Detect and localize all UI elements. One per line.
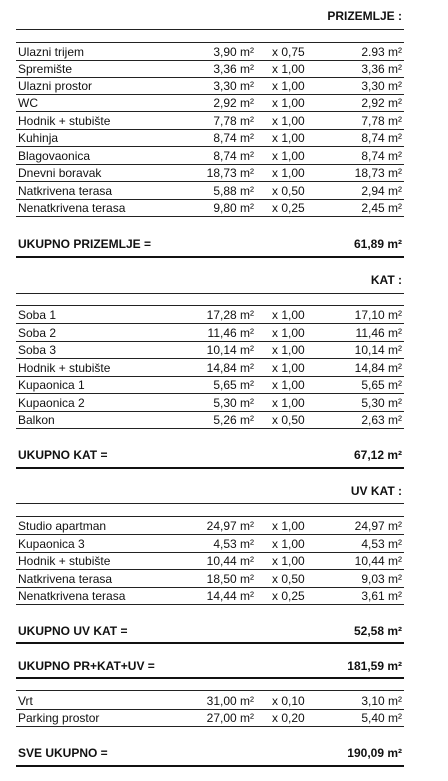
room-name: Nenatkrivena terasa (18, 589, 126, 603)
room-total: 3,61 m² (361, 589, 402, 603)
room-coefficient: x 0,10 (272, 694, 305, 708)
room-total: 2,63 m² (361, 413, 402, 427)
room-name: Nenatkrivena terasa (18, 201, 126, 215)
room-area: 18,73 m² (206, 166, 254, 180)
room-name: Kupaonica 1 (18, 378, 85, 392)
room-total: 11,46 m² (355, 326, 402, 340)
section-total-value: 52,58 m² (353, 624, 402, 638)
room-name: Hodnik + stubište (18, 114, 111, 128)
divider (16, 305, 404, 306)
room-area: 4,53 m² (213, 537, 254, 551)
room-area: 7,78 m² (213, 114, 254, 128)
divider (16, 29, 404, 30)
room-total: 9,03 m² (361, 572, 402, 586)
section-label-prizemlje: PRIZEMLJE : (327, 9, 402, 23)
table-row (16, 536, 404, 553)
divider (16, 503, 404, 504)
room-area: 5,65 m² (213, 378, 254, 392)
divider (16, 293, 404, 294)
section-total-value: 61,89 m² (353, 237, 402, 251)
section-total-row (16, 447, 404, 463)
divider (16, 642, 404, 644)
room-total: 24,97 m² (354, 519, 402, 533)
room-total: 5,30 m² (361, 396, 402, 410)
table-row (16, 130, 404, 147)
grand-total-row (16, 658, 404, 674)
table-row (16, 360, 404, 377)
divider (16, 765, 404, 767)
room-area: 10,44 m² (206, 554, 254, 568)
room-coefficient: x 1,00 (272, 343, 305, 357)
table-row (16, 693, 404, 710)
room-area: 8,74 m² (213, 131, 254, 145)
room-coefficient: x 1,00 (272, 361, 305, 375)
room-coefficient: x 1,00 (272, 114, 305, 128)
room-name: Spremište (18, 62, 73, 76)
grand-total-value: 181,59 m² (347, 659, 402, 673)
table-row (16, 518, 404, 535)
section-total-row (16, 623, 404, 639)
room-name: Natkrivena terasa (18, 184, 113, 198)
room-area: 8,74 m² (213, 149, 254, 163)
table-row (16, 377, 404, 394)
room-area: 27,00 m² (206, 711, 254, 725)
room-name: Kupaonica 3 (18, 537, 85, 551)
divider (16, 256, 404, 258)
room-area: 3,30 m² (213, 79, 254, 93)
room-total: 10,44 m² (354, 554, 402, 568)
room-name: Hodnik + stubište (18, 554, 111, 568)
grand-total-label: UKUPNO PR+KAT+UV = (18, 659, 155, 673)
room-coefficient: x 0,25 (272, 589, 305, 603)
room-total: 4,53 m² (361, 537, 402, 551)
room-total: 2,92 m² (361, 96, 402, 110)
room-total: 8,74 m² (361, 149, 402, 163)
room-coefficient: x 0,75 (272, 45, 305, 59)
room-total: 3,36 m² (361, 62, 402, 76)
room-coefficient: x 0,50 (272, 184, 305, 198)
room-total: 17,10 m² (354, 308, 402, 322)
room-name: Kupaonica 2 (18, 396, 85, 410)
room-total: 10,14 m² (354, 343, 402, 357)
table-row (16, 165, 404, 182)
divider (16, 516, 404, 517)
table-row (16, 78, 404, 95)
room-total: 18,73 m² (354, 166, 402, 180)
table-row (16, 95, 404, 112)
room-name: Ulazni trijem (18, 45, 85, 59)
room-coefficient: x 1,00 (272, 519, 305, 533)
room-name: Soba 1 (18, 308, 57, 322)
final-total-row (16, 745, 404, 761)
divider (16, 42, 404, 43)
room-area: 9,80 m² (213, 201, 254, 215)
room-coefficient: x 1,00 (272, 166, 305, 180)
room-total: 3,30 m² (361, 79, 402, 93)
room-coefficient: x 1,00 (272, 149, 305, 163)
final-total-value: 190,09 m² (347, 746, 402, 760)
room-coefficient: x 1,00 (272, 131, 305, 145)
table-row (16, 325, 404, 342)
room-total: 14,84 m² (354, 361, 402, 375)
room-name: Parking prostor (18, 711, 100, 725)
room-name: Blagovaonica (18, 149, 91, 163)
room-total: 5,40 m² (361, 711, 402, 725)
room-name: Ulazni prostor (18, 79, 93, 93)
room-name: Studio apartman (18, 519, 107, 533)
room-area: 3,90 m² (213, 45, 254, 59)
section-total-value: 67,12 m² (353, 448, 402, 462)
room-name: Hodnik + stubište (18, 361, 111, 375)
divider (16, 467, 404, 469)
table-row (16, 342, 404, 359)
room-coefficient: x 1,00 (272, 554, 305, 568)
room-total: 2,94 m² (361, 184, 402, 198)
table-row (16, 412, 404, 429)
divider (16, 690, 404, 691)
room-coefficient: x 1,00 (272, 396, 305, 410)
section-total-label: UKUPNO KAT = (18, 448, 108, 462)
room-name: Soba 2 (18, 326, 57, 340)
room-area: 18,50 m² (206, 572, 254, 586)
room-area: 5,26 m² (213, 413, 254, 427)
room-name: Soba 3 (18, 343, 57, 357)
room-name: Kuhinja (18, 131, 59, 145)
section-total-label: UKUPNO UV KAT = (18, 624, 128, 638)
room-area: 11,46 m² (207, 326, 254, 340)
room-area: 3,36 m² (213, 62, 254, 76)
room-coefficient: x 1,00 (272, 79, 305, 93)
table-row (16, 588, 404, 605)
table-row (16, 571, 404, 588)
room-area: 2,92 m² (213, 96, 254, 110)
final-total-label: SVE UKUPNO = (18, 746, 108, 760)
room-area: 24,97 m² (206, 519, 254, 533)
room-total: 8,74 m² (361, 131, 402, 145)
room-name: Balkon (18, 413, 55, 427)
room-coefficient: x 1,00 (272, 62, 305, 76)
room-total: 2,45 m² (361, 201, 402, 215)
room-total: 3,10 m² (361, 694, 402, 708)
table-row (16, 148, 404, 165)
room-coefficient: x 0,25 (272, 201, 305, 215)
table-row (16, 395, 404, 412)
room-coefficient: x 0,50 (272, 413, 305, 427)
table-row (16, 113, 404, 130)
room-coefficient: x 1,00 (272, 326, 305, 340)
room-total: 7,78 m² (361, 114, 402, 128)
room-name: WC (18, 96, 38, 110)
section-label-uv-kat: UV KAT : (350, 484, 402, 498)
table-row (16, 200, 404, 217)
room-coefficient: x 1,00 (272, 378, 305, 392)
room-coefficient: x 0,50 (272, 572, 305, 586)
room-coefficient: x 1,00 (272, 537, 305, 551)
table-row (16, 553, 404, 570)
table-row (16, 44, 404, 61)
room-area: 14,44 m² (206, 589, 254, 603)
table-row (16, 710, 404, 727)
room-area: 31,00 m² (206, 694, 254, 708)
room-total: 5,65 m² (361, 378, 402, 392)
room-area: 17,28 m² (206, 308, 254, 322)
room-area: 10,14 m² (206, 343, 254, 357)
room-coefficient: x 1,00 (272, 96, 305, 110)
room-area: 5,30 m² (213, 396, 254, 410)
room-name: Vrt (18, 694, 33, 708)
divider (16, 677, 404, 679)
table-row (16, 61, 404, 78)
table-row (16, 183, 404, 200)
room-name: Natkrivena terasa (18, 572, 113, 586)
room-coefficient: x 1,00 (272, 308, 305, 322)
section-label-kat: KAT : (370, 273, 402, 287)
section-total-label: UKUPNO PRIZEMLJE = (18, 237, 152, 251)
room-area: 5,88 m² (213, 184, 254, 198)
room-name: Dnevni boravak (18, 166, 102, 180)
section-total-row (16, 236, 404, 252)
room-total: 2.93 m² (361, 45, 402, 59)
room-area: 14,84 m² (206, 361, 254, 375)
table-row (16, 307, 404, 324)
room-coefficient: x 0,20 (272, 711, 305, 725)
